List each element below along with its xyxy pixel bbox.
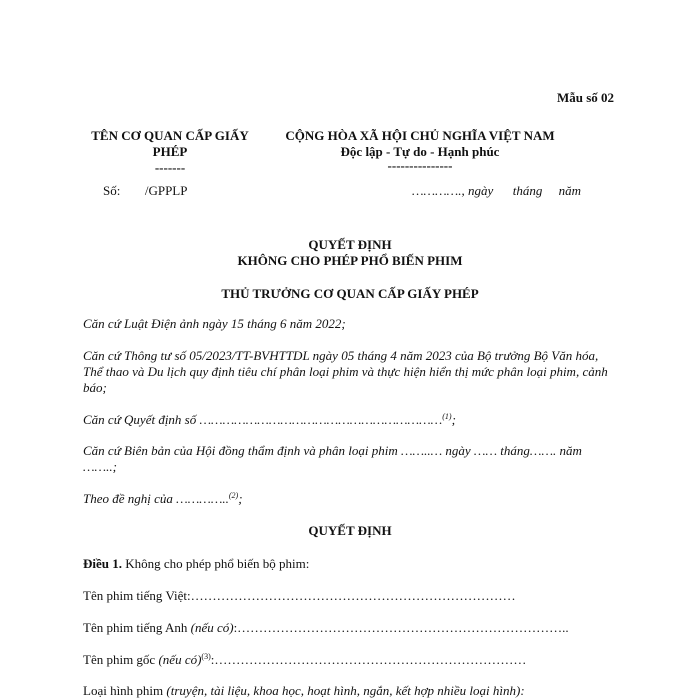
basis-decision [83,412,618,428]
date-line: …………., ngày tháng năm [412,183,582,198]
field-english-title [83,620,569,636]
footnote-ref-1: (1) [442,412,452,421]
original-title-optional: (nếu có) [158,652,202,667]
basis-decision-end: ; [451,412,456,427]
basis-circular: Căn cứ Thông tư số 05/2023/TT-BVHTTDL ngày 05 tháng 4 năm 2023 của Bộ trưởng Bộ Văn hóa, Thể thao và Du lịch quy định tiêu chí phân loại phim và thực hiện hiển thị mức phân loại phim, cảnh báo; [83,348,608,395]
title-line1: QUYẾT ĐỊNH [308,237,392,252]
form-code: Mẫu số 02 [557,90,615,105]
agency-name-line2: PHÉP [152,144,188,159]
footnote-ref-3: (3) [201,652,211,661]
article-1-text: Không cho phép phổ biến bộ phim: [122,556,310,571]
basis-proposal-text: Theo đề nghị của ………….. [83,491,229,506]
number-suffix: /GPPLP [144,183,188,198]
field-original-title [83,652,526,668]
original-title-blank: :……………………………………………………………… [210,652,527,667]
agency-name [70,128,270,176]
field-vietnamese-title: Tên phim tiếng Việt:………………………………………………………………… [83,588,516,603]
article-1-label: Điều 1. [83,556,122,571]
decision-number [103,183,187,199]
nation-motto: Độc lập - Tự do - Hạnh phúc [340,144,500,159]
national-header [270,128,570,172]
field-film-genre [83,683,525,699]
title-line2: KHÔNG CHO PHÉP PHỔ BIẾN PHIM [237,253,463,268]
footnote-ref-2: (2) [228,491,239,500]
english-title-blank: :………………………………………………………………….. [233,620,569,635]
issuing-authority: THỦ TRƯỞNG CƠ QUAN CẤP GIẤY PHÉP [221,286,479,301]
agency-name-line1: TÊN CƠ QUAN CẤP GIẤY [91,128,249,143]
genre-options: (truyện, tài liệu, khoa học, hoạt hình, ngắn, kết hợp nhiều loại hình): [166,683,525,698]
decision-heading: QUYẾT ĐỊNH [308,523,392,538]
basis-proposal [83,491,618,507]
genre-label: Loại hình phim [83,683,167,698]
basis-proposal-end: ; [238,491,243,506]
agency-divider: ------- [154,160,186,175]
nation-divider: --------------- [387,158,453,173]
english-title-optional: (nếu có) [190,620,234,635]
original-title-label: Tên phim gốc [83,652,159,667]
basis-council-minutes: Căn cứ Biên bản của Hội đồng thẩm định và phân loại phim ……..… ngày …… tháng……. năm ……..; [83,443,582,474]
number-label: Số: [103,183,121,198]
english-title-label: Tên phim tiếng Anh [83,620,191,635]
article-1 [83,556,309,572]
basis-decision-text: Căn cứ Quyết định số ……………………………………………………… [83,412,443,427]
document-title [70,237,630,269]
nation-name: CỘNG HÒA XÃ HỘI CHỦ NGHĨA VIỆT NAM [285,128,555,143]
basis-law: Căn cứ Luật Điện ảnh ngày 15 tháng 6 năm 2022; [83,316,346,331]
